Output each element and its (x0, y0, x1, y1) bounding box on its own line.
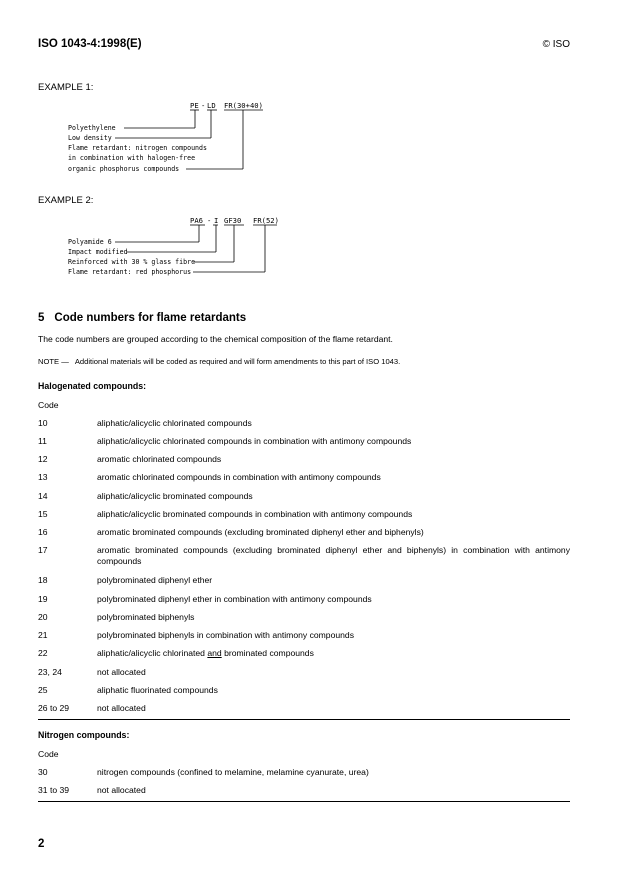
ex1-code-dash: - (201, 101, 206, 110)
ex2-code-gf: GF30 (224, 216, 242, 225)
row-code: 11 (38, 436, 47, 446)
row-desc: aliphatic/alicyclic chlorinated compounds in combination with antimony compounds (97, 436, 412, 446)
row-desc: not allocated (97, 667, 146, 677)
ex1-line-1: Polyethylene (68, 124, 116, 132)
ex1-line-5: organic phosphorus compounds (68, 165, 180, 173)
ex1-line-4: in combination with halogen-free (68, 154, 196, 162)
row-code: 19 (38, 594, 48, 604)
row-desc: aliphatic/alicyclic brominated compounds in combination with antimony compounds (97, 509, 413, 519)
row-desc: aromatic chlorinated compounds in combination with antimony compounds (97, 472, 381, 482)
ex1-line-3: Flame retardant: nitrogen compounds (68, 144, 207, 152)
row-code: 18 (38, 575, 48, 585)
row-code: 26 to 29 (38, 703, 70, 713)
row-code: 16 (38, 527, 48, 537)
row-code: 22 (38, 648, 48, 658)
ex2-line-4: Flame retardant: red phosphorus (68, 268, 192, 276)
halogenated-heading: Halogenated compounds: (38, 381, 147, 391)
row-code: 25 (38, 685, 48, 695)
ex2-code-pa6: PA6 (190, 216, 203, 225)
example-2-diagram (0, 0, 619, 300)
note (38, 357, 400, 366)
ex2-code-dash: - (207, 216, 212, 225)
row-desc: not allocated (97, 703, 146, 713)
ex2-code-i: I (214, 216, 219, 225)
row-code: 10 (38, 418, 48, 428)
row-desc: not allocated (97, 785, 146, 795)
example-1-label: EXAMPLE 1: (38, 82, 94, 93)
row-desc-part: aliphatic/alicyclic chlorinated (97, 648, 208, 658)
divider (38, 801, 570, 802)
row-code: 20 (38, 612, 48, 622)
row-desc: polybrominated biphenyls (97, 612, 195, 622)
ex1-code-ld: LD (207, 101, 216, 110)
ex2-line-3: Reinforced with 30 % glass fibre (68, 258, 196, 266)
ex1-code-pe: PE (190, 101, 199, 110)
row-code: 17 (38, 545, 48, 555)
halogenated-code-header: Code (38, 400, 59, 410)
section-intro: The code numbers are grouped according to the chemical composition of the flame retardant. (38, 334, 393, 344)
row-desc: polybrominated diphenyl ether (97, 575, 213, 585)
row-desc: aliphatic/alicyclic brominated compounds (97, 491, 253, 501)
divider (38, 719, 570, 720)
ex2-code-fr: FR(52) (253, 216, 279, 225)
row-desc: polybrominated biphenyls in combination with antimony compounds (97, 630, 355, 640)
row-code: 21 (38, 630, 48, 640)
ex1-line-2: Low density (68, 134, 112, 142)
row-code: 12 (38, 454, 48, 464)
row-code: 30 (38, 767, 48, 777)
row-code: 31 to 39 (38, 785, 70, 795)
row-desc-underlined: and (207, 648, 222, 658)
document-id: ISO 1043-4:1998(E) (38, 38, 142, 50)
row-code: 15 (38, 509, 48, 519)
section-heading (38, 312, 246, 324)
row-desc: aromatic brominated compounds (excluding brominated diphenyl ether and biphenyls) (97, 527, 424, 537)
note-label: NOTE — (38, 357, 69, 366)
row-code: 23, 24 (38, 667, 62, 677)
nitrogen-code-header: Code (38, 749, 59, 759)
row-desc: nitrogen compounds (confined to melamine, melamine cyanurate, urea) (97, 767, 369, 777)
row-desc: aromatic brominated compounds (excluding brominated diphenyl ether and biphenyls) in combination with antimony compounds (97, 545, 570, 566)
row-desc: polybrominated diphenyl ether in combination with antimony compounds (97, 594, 372, 604)
ex2-line-1: Polyamide 6 (68, 238, 112, 246)
row-code: 13 (38, 472, 48, 482)
section-number: 5 (38, 312, 45, 324)
ex1-code-fr: FR(30+40) (224, 101, 263, 110)
nitrogen-heading: Nitrogen compounds: (38, 730, 130, 740)
page-number: 2 (38, 838, 45, 850)
ex2-line-2: Impact modified (68, 248, 128, 256)
row-desc: aliphatic fluorinated compounds (97, 685, 218, 695)
row-desc: aliphatic/alicyclic chlorinated compounds (97, 418, 252, 428)
row-desc: aromatic chlorinated compounds (97, 454, 222, 464)
note-text: Additional materials will be coded as required and will form amendments to this part of ISO 1043. (74, 357, 401, 366)
section-title: Code numbers for flame retardants (54, 312, 247, 324)
row-desc-part: brominated compounds (221, 648, 314, 658)
row-code: 14 (38, 491, 48, 501)
copyright-notice: © ISO (542, 39, 570, 50)
row-desc (97, 648, 570, 659)
example-2-label: EXAMPLE 2: (38, 195, 94, 206)
